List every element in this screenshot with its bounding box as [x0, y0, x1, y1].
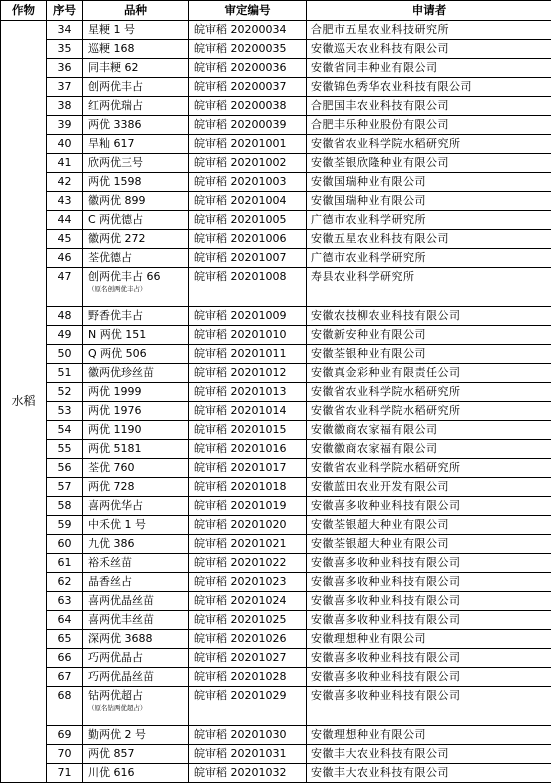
applicant-cell: 安徽省农业科学院水稻研究所: [307, 383, 551, 402]
serial-no-cell: 37: [47, 78, 83, 97]
variety-cell: [83, 687, 189, 726]
applicant-cell: 安徽丰大农业科技有限公司: [307, 745, 551, 764]
applicant-cell: 安徽巡天农业科技有限公司: [307, 40, 551, 59]
variety-cell: [83, 497, 189, 516]
serial-no-cell: 67: [47, 668, 83, 687]
table-row: [1, 135, 551, 154]
applicant-cell: 安徽喜多收种业科技有限公司: [307, 592, 551, 611]
serial-no-cell: 49: [47, 326, 83, 345]
applicant-cell: 安徽省农业科学院水稻研究所: [307, 135, 551, 154]
variety-name: 两优 857: [88, 747, 135, 760]
variety-name: 喜两优华占: [88, 499, 143, 512]
serial-no-cell: 34: [47, 21, 83, 40]
variety-name: 钻两优超占: [88, 689, 143, 702]
applicant-cell: 安徽荃银欣隆种业有限公司: [307, 154, 551, 173]
serial-no-cell: 58: [47, 497, 83, 516]
table-row: [1, 249, 551, 268]
variety-name: 九优 386: [88, 537, 135, 550]
variety-cell: [83, 459, 189, 478]
applicant-cell: 安徽锦色秀华农业科技有限公司: [307, 78, 551, 97]
applicant-cell: 安徽喜多收种业科技有限公司: [307, 497, 551, 516]
variety-cell: [83, 478, 189, 497]
applicant-cell: 安徽喜多收种业科技有限公司: [307, 554, 551, 573]
applicant-cell: 安徽荃银种业有限公司: [307, 345, 551, 364]
variety-cell: [83, 440, 189, 459]
serial-no-cell: 39: [47, 116, 83, 135]
serial-no-cell: 47: [47, 268, 83, 307]
approval-code-cell: 皖审稻 20201028: [189, 668, 307, 687]
variety-name: 荃优 760: [88, 461, 135, 474]
variety-cell: [83, 554, 189, 573]
table-row: [1, 230, 551, 249]
approval-code-cell: 皖审稻 20201011: [189, 345, 307, 364]
variety-name: 荃优德占: [88, 251, 132, 264]
approval-code-cell: 皖审稻 20201005: [189, 211, 307, 230]
approval-code-cell: 皖审稻 20201025: [189, 611, 307, 630]
variety-name: 勤两优 2 号: [88, 728, 146, 741]
table-row: [1, 97, 551, 116]
variety-name: C 两优德占: [88, 213, 143, 226]
variety-cell: [83, 592, 189, 611]
variety-cell: [83, 364, 189, 383]
applicant-cell: 安徽理想种业有限公司: [307, 726, 551, 745]
variety-cell: [83, 611, 189, 630]
approval-code-cell: 皖审稻 20201001: [189, 135, 307, 154]
variety-name: 徽两优 272: [88, 232, 146, 245]
serial-no-cell: 45: [47, 230, 83, 249]
approval-code-cell: 皖审稻 20201009: [189, 307, 307, 326]
variety-name: 两优 5181: [88, 442, 142, 455]
applicant-cell: 广德市农业科学研究所: [307, 249, 551, 268]
variety-name: 同丰粳 62: [88, 61, 139, 74]
variety-name: Q 两优 506: [88, 347, 147, 360]
variety-cell: [83, 745, 189, 764]
approval-code-cell: 皖审稻 20201029: [189, 687, 307, 726]
variety-cell: [83, 230, 189, 249]
table-row: [1, 173, 551, 192]
approval-code-cell: 皖审稻 20201007: [189, 249, 307, 268]
serial-no-cell: 71: [47, 764, 83, 783]
approval-code-cell: 皖审稻 20201018: [189, 478, 307, 497]
applicant-cell: 安徽农技柳农业科技有限公司: [307, 307, 551, 326]
approval-code-cell: 皖审稻 20200035: [189, 40, 307, 59]
serial-no-cell: 43: [47, 192, 83, 211]
serial-no-cell: 48: [47, 307, 83, 326]
table-row: [1, 78, 551, 97]
serial-no-cell: 55: [47, 440, 83, 459]
serial-no-cell: 69: [47, 726, 83, 745]
table-row: [1, 192, 551, 211]
table-row: [1, 59, 551, 78]
table-row: [1, 40, 551, 59]
applicant-cell: 安徽喜多收种业科技有限公司: [307, 649, 551, 668]
approval-code-cell: 皖审稻 20201031: [189, 745, 307, 764]
table-row: [1, 268, 551, 307]
variety-cell: [83, 383, 189, 402]
table-row: [1, 478, 551, 497]
table-row: [1, 535, 551, 554]
table-row: [1, 364, 551, 383]
header-crop: 作物: [1, 1, 47, 21]
variety-cell: [83, 307, 189, 326]
table-row: [1, 497, 551, 516]
variety-cell: [83, 97, 189, 116]
serial-no-cell: 65: [47, 630, 83, 649]
approval-code-cell: 皖审稻 20201012: [189, 364, 307, 383]
applicant-cell: 安徽喜多收种业科技有限公司: [307, 611, 551, 630]
approval-code-cell: 皖审稻 20201024: [189, 592, 307, 611]
approval-code-cell: 皖审稻 20201019: [189, 497, 307, 516]
variety-cell: [83, 326, 189, 345]
approval-code-cell: 皖审稻 20201030: [189, 726, 307, 745]
table-row: [1, 649, 551, 668]
applicant-cell: 安徽新安种业有限公司: [307, 326, 551, 345]
variety-cell: [83, 402, 189, 421]
serial-no-cell: 61: [47, 554, 83, 573]
approval-code-cell: 皖审稻 20201015: [189, 421, 307, 440]
approval-code-cell: 皖审稻 20200037: [189, 78, 307, 97]
table-row: [1, 421, 551, 440]
serial-no-cell: 41: [47, 154, 83, 173]
serial-no-cell: 36: [47, 59, 83, 78]
approval-code-cell: 皖审稻 20201014: [189, 402, 307, 421]
variety-cell: [83, 192, 189, 211]
approval-code-cell: 皖审稻 20201027: [189, 649, 307, 668]
variety-name: 创两优丰占: [88, 80, 143, 93]
table-row: [1, 687, 551, 726]
table-row: [1, 307, 551, 326]
variety-name: 两优 1190: [88, 423, 142, 436]
applicant-cell: 安徽徽商农家福有限公司: [307, 421, 551, 440]
applicant-cell: 安徽荃银超大种业有限公司: [307, 516, 551, 535]
variety-cell: [83, 649, 189, 668]
variety-name: 两优 1598: [88, 175, 142, 188]
approval-code-cell: 皖审稻 20200036: [189, 59, 307, 78]
approval-code-cell: 皖审稻 20201006: [189, 230, 307, 249]
variety-name: 巡粳 168: [88, 42, 135, 55]
variety-name: 喜两优丰丝苗: [88, 613, 154, 626]
applicant-cell: 安徽国瑞种业有限公司: [307, 173, 551, 192]
applicant-cell: 安徽省农业科学院水稻研究所: [307, 459, 551, 478]
variety-cell: [83, 116, 189, 135]
variety-name: 川优 616: [88, 766, 135, 779]
approval-code-cell: 皖审稻 20200034: [189, 21, 307, 40]
approval-code-cell: 皖审稻 20201002: [189, 154, 307, 173]
table-row: [1, 668, 551, 687]
variety-cell: [83, 764, 189, 783]
variety-name: 徽两优珍丝苗: [88, 366, 154, 379]
header-row: [1, 1, 551, 21]
variety-cell: [83, 535, 189, 554]
variety-cell: [83, 668, 189, 687]
table-body: [1, 21, 551, 783]
applicant-cell: 安徽理想种业有限公司: [307, 630, 551, 649]
serial-no-cell: 68: [47, 687, 83, 726]
table-row: [1, 154, 551, 173]
serial-no-cell: 51: [47, 364, 83, 383]
serial-no-cell: 64: [47, 611, 83, 630]
applicant-cell: 安徽徽商农家福有限公司: [307, 440, 551, 459]
table-row: [1, 592, 551, 611]
approval-code-cell: 皖审稻 20201004: [189, 192, 307, 211]
table-row: [1, 211, 551, 230]
applicant-cell: 合肥国丰农业科技有限公司: [307, 97, 551, 116]
approval-code-cell: 皖审稻 20201023: [189, 573, 307, 592]
variety-name: 星粳 1 号: [88, 23, 135, 36]
table-row: [1, 554, 551, 573]
approval-code-cell: 皖审稻 20201020: [189, 516, 307, 535]
table-row: [1, 745, 551, 764]
approval-code-cell: 皖审稻 20201016: [189, 440, 307, 459]
variety-cell: [83, 630, 189, 649]
serial-no-cell: 46: [47, 249, 83, 268]
header-variety: 品种: [83, 1, 189, 21]
serial-no-cell: 66: [47, 649, 83, 668]
variety-name: 野香优丰占: [88, 309, 143, 322]
variety-cell: [83, 40, 189, 59]
variety-name: 晶香丝占: [88, 575, 132, 588]
variety-cell: [83, 249, 189, 268]
variety-former-name-note: （原名创两优丰占）: [88, 286, 185, 293]
table-row: [1, 383, 551, 402]
variety-cell: [83, 345, 189, 364]
approval-code-cell: 皖审稻 20201010: [189, 326, 307, 345]
variety-name: 两优 1976: [88, 404, 142, 417]
serial-no-cell: 57: [47, 478, 83, 497]
variety-name: 深两优 3688: [88, 632, 153, 645]
applicant-cell: 安徽国瑞种业有限公司: [307, 192, 551, 211]
table-row: [1, 630, 551, 649]
variety-name: 创两优丰占 66: [88, 270, 161, 283]
header-code: 审定编号: [189, 1, 307, 21]
approval-code-cell: 皖审稻 20201003: [189, 173, 307, 192]
table-row: [1, 116, 551, 135]
variety-cell: [83, 516, 189, 535]
variety-cell: [83, 726, 189, 745]
approval-code-cell: 皖审稻 20201013: [189, 383, 307, 402]
applicant-cell: 安徽五星农业科技有限公司: [307, 230, 551, 249]
applicant-cell: 合肥市五星农业科技研究所: [307, 21, 551, 40]
approval-code-cell: 皖审稻 20201017: [189, 459, 307, 478]
serial-no-cell: 50: [47, 345, 83, 364]
serial-no-cell: 52: [47, 383, 83, 402]
applicant-cell: 寿县农业科学研究所: [307, 268, 551, 307]
table-row: [1, 440, 551, 459]
variety-cell: [83, 268, 189, 307]
applicant-cell: 安徽荃银超大种业有限公司: [307, 535, 551, 554]
variety-name: 两优 3386: [88, 118, 142, 131]
variety-cell: [83, 78, 189, 97]
applicant-cell: 安徽省农业科学院水稻研究所: [307, 402, 551, 421]
variety-name: 中禾优 1 号: [88, 518, 146, 531]
variety-name: 裕禾丝苗: [88, 556, 132, 569]
crop-cell: 水稻: [1, 21, 47, 783]
variety-cell: [83, 21, 189, 40]
serial-no-cell: 56: [47, 459, 83, 478]
approval-code-cell: 皖审稻 20201032: [189, 764, 307, 783]
table-row: [1, 21, 551, 40]
variety-cell: [83, 59, 189, 78]
variety-name: 巧两优晶占: [88, 651, 143, 664]
applicant-cell: 广德市农业科学研究所: [307, 211, 551, 230]
serial-no-cell: 53: [47, 402, 83, 421]
table-row: [1, 726, 551, 745]
variety-cell: [83, 211, 189, 230]
table-row: [1, 764, 551, 783]
serial-no-cell: 44: [47, 211, 83, 230]
applicant-cell: 安徽省同丰种业有限公司: [307, 59, 551, 78]
variety-name: 喜两优晶丝苗: [88, 594, 154, 607]
header-applicant: 申请者: [307, 1, 551, 21]
applicant-cell: 安徽蓝田农业开发有限公司: [307, 478, 551, 497]
applicant-cell: 安徽真金彩种业有限责任公司: [307, 364, 551, 383]
variety-name: 旱籼 617: [88, 137, 135, 150]
serial-no-cell: 35: [47, 40, 83, 59]
serial-no-cell: 60: [47, 535, 83, 554]
variety-name: 红两优瑞占: [88, 99, 143, 112]
serial-no-cell: 54: [47, 421, 83, 440]
serial-no-cell: 70: [47, 745, 83, 764]
variety-name: 徽两优 899: [88, 194, 146, 207]
variety-cell: [83, 421, 189, 440]
serial-no-cell: 59: [47, 516, 83, 535]
approval-code-cell: 皖审稻 20201021: [189, 535, 307, 554]
table-row: [1, 516, 551, 535]
applicant-cell: 安徽喜多收种业科技有限公司: [307, 573, 551, 592]
variety-name: N 两优 151: [88, 328, 146, 341]
header-no: 序号: [47, 1, 83, 21]
variety-cell: [83, 573, 189, 592]
variety-name: 两优 728: [88, 480, 135, 493]
variety-cell: [83, 154, 189, 173]
variety-cell: [83, 173, 189, 192]
applicant-cell: 安徽喜多收种业科技有限公司: [307, 687, 551, 726]
variety-name: 欣两优三号: [88, 156, 143, 169]
approval-code-cell: 皖审稻 20201008: [189, 268, 307, 307]
applicant-cell: 安徽丰大农业科技有限公司: [307, 764, 551, 783]
variety-name: 两优 1999: [88, 385, 142, 398]
table-row: [1, 402, 551, 421]
table-row: [1, 459, 551, 478]
serial-no-cell: 63: [47, 592, 83, 611]
approval-code-cell: 皖审稻 20200039: [189, 116, 307, 135]
approval-code-cell: 皖审稻 20200038: [189, 97, 307, 116]
variety-cell: [83, 135, 189, 154]
serial-no-cell: 62: [47, 573, 83, 592]
variety-former-name-note: （原名钻两优超占）: [88, 705, 185, 712]
serial-no-cell: 38: [47, 97, 83, 116]
table-row: [1, 573, 551, 592]
applicant-cell: 安徽喜多收种业科技有限公司: [307, 668, 551, 687]
serial-no-cell: 42: [47, 173, 83, 192]
variety-name: 巧两优晶丝苗: [88, 670, 154, 683]
serial-no-cell: 40: [47, 135, 83, 154]
table-row: [1, 326, 551, 345]
table-row: [1, 611, 551, 630]
table-row: [1, 345, 551, 364]
approval-code-cell: 皖审稻 20201022: [189, 554, 307, 573]
applicant-cell: 合肥丰乐种业股份有限公司: [307, 116, 551, 135]
approval-code-cell: 皖审稻 20201026: [189, 630, 307, 649]
